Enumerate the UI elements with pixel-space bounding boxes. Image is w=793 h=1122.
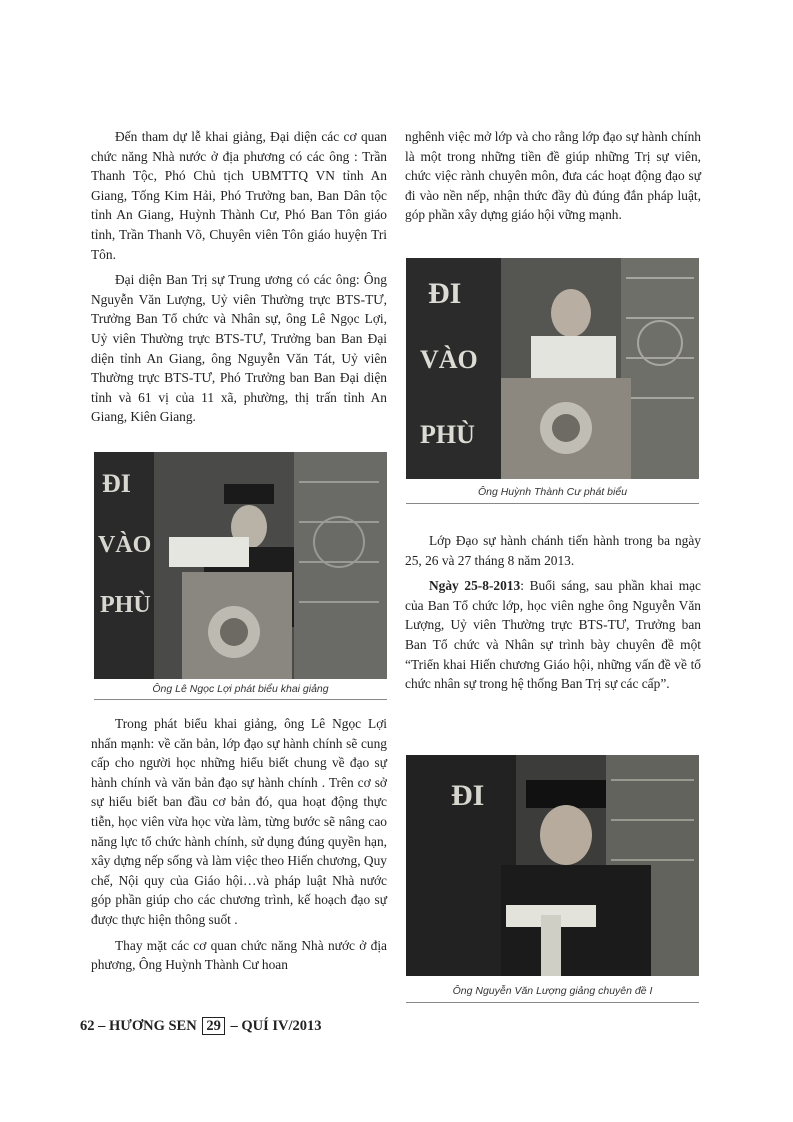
paragraph: Lớp Đạo sự hành chánh tiến hành trong ba ngày 25, 26 và 27 tháng 8 năm 2013. [405,533,701,568]
page-number: 62 [80,1018,95,1034]
issue-number: 29 [202,1017,225,1035]
paragraph [405,576,701,694]
photo-huynh-thanh-cu [406,258,699,479]
banner-text: ĐI [102,469,131,498]
photo-nguyen-van-luong [406,755,699,976]
right-column-top [405,127,701,231]
paragraph: Đại diện Ban Trị sự Trung ương có các ông: Ông Nguyễn Văn Lượng, Uỷ viên Thường trực BTS-TƯ, Trưởng Ban Tổ chức và Nhân sự, ông Lê Ngọc Lợi, Uỷ viên Thường trực BTS-TƯ, Trưởng ban Ban Đại diện tỉnh An Giang, ông Nguyễn Văn Tát, Uỷ viên Thường trực BTS-TƯ, Phó Trưởng ban Ban Đại diện tỉnh và 61 vị của 11 xã, phường, thị trấn tỉnh An Giang, Kiên Giang. [91,272,387,425]
caption-divider [406,503,699,504]
left-column-bottom [91,714,387,981]
publication-name: – HƯƠNG SEN [98,1018,197,1034]
photo-le-ngoc-loi [94,452,387,679]
banner-text: VÀO [98,532,152,558]
paragraph: nghênh việc mở lớp và cho rằng lớp đạo sự hành chính là một trong những tiền đề giúp những Trị sự viên, chức việc rành chuyên môn, đưa các hoạt động đạo sự đi vào nền nếp, nhận thức đầy đủ đúng đắn pháp luật, góp phần xây dựng giáo hội vững mạnh. [405,129,701,223]
photo-caption: Ông Nguyễn Văn Lượng giảng chuyên đề I [452,985,653,997]
banner-text: ĐI [451,779,485,812]
date-heading: Ngày 25-8-2013 [429,578,521,594]
left-column-top [91,127,387,433]
paragraph: Thay mặt các cơ quan chức năng Nhà nước ở địa phương, Ông Huỳnh Thành Cư hoan [91,937,387,973]
photo-caption: Ông Huỳnh Thành Cư phát biểu [477,486,628,498]
caption-divider [94,699,387,700]
banner-text: PHÙ [420,420,475,449]
publication-quarter: – QUÍ IV/2013 [230,1018,322,1034]
banner-text: VÀO [420,345,478,374]
paragraph-text: : Buổi sáng, sau phần khai mạc của Ban Tổ chức lớp, học viên nghe ông Nguyễn Văn Lượng, Uỷ viên Thường trực BTS-TƯ, Trưởng ban Ban Tổ chức và Nhân sự trình bày chuyên đề một “Triển khai Hiến chương Giáo hội, những vấn đề về tổ chức nhân sự trong hệ thống Ban Trị sự các cấp”. [405,578,702,692]
caption-divider [406,1002,699,1003]
page-footer [80,1018,321,1035]
right-column-middle [405,531,701,700]
banner-text: PHÙ [100,592,151,618]
photo-caption: Ông Lê Ngọc Lợi phát biểu khai giảng [152,683,329,695]
banner-text: ĐI [428,277,462,310]
paragraph: Đến tham dự lễ khai giảng, Đại diện các cơ quan chức năng Nhà nước ở địa phương có các ông : Trần Thanh Tộc, Phó Chủ tịch UBMTTQ VN tỉnh An Giang, Tống Kim Hải, Phó Trưởng ban, Ban Dân tộc tỉnh An Giang, Huỳnh Thành Cư, Phó Ban Tôn giáo tỉnh, Trần Thanh Võ, Chuyên viên Tôn giáo huyện Tri Tôn. [91,129,387,262]
paragraph: Trong phát biểu khai giảng, ông Lê Ngọc Lợi nhấn mạnh: về căn bản, lớp đạo sự hành chính sẽ cung cấp cho người học những hiểu biết chung về đạo sự hành chính và văn bản đạo sự hành chính . Trên cơ sở sự hiểu biết ban đầu cơ bản đó, qua hoạt động thực tiễn, học viên vừa học vừa làm, từng bước sẽ nâng cao năng lực tổ chức hành chính, sử dụng đúng quyền hạn, xây dựng nếp sống và làm việc theo Hiến chương, Quy chế, Nội quy của Giáo hội…và pháp luật Nhà nước góp phần giúp cho các chương trình, kế hoạch đạo sự được thực hiện thông suốt . [91,716,387,927]
